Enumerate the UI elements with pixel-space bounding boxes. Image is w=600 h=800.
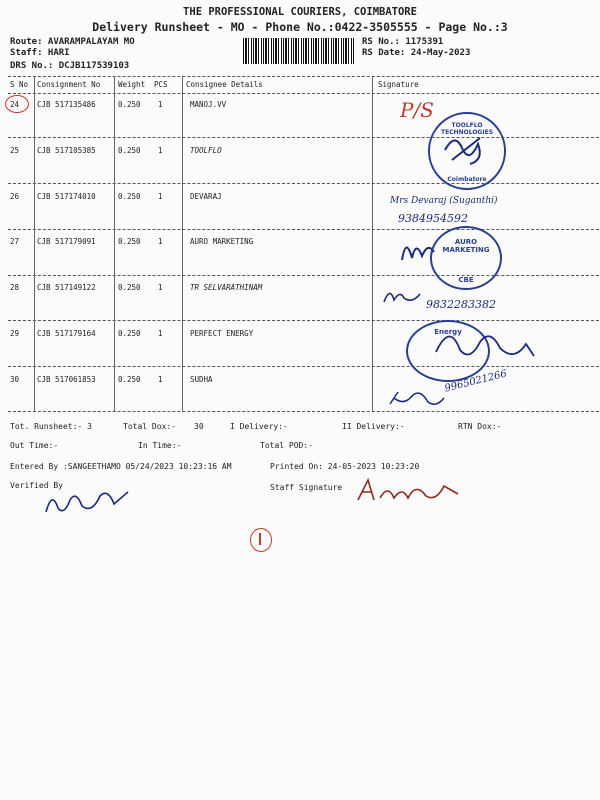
col-consignee: Consignee Details	[186, 80, 263, 89]
staff-signature-label: Staff Signature	[270, 483, 343, 492]
devaraj-note: Mrs Devaraj (Suganthi)	[390, 196, 498, 206]
entered-by: Entered By :SANGEETHAMO 05/24/2023 10:23:16 AM	[10, 462, 232, 471]
ii-delivery: II Delivery:-	[342, 422, 405, 431]
weight: 0.250	[118, 283, 141, 292]
row-rule	[8, 229, 599, 230]
consignment-no: CJB 517174010	[37, 192, 96, 201]
sno-circle-mark	[5, 95, 29, 113]
signature-toolflo	[440, 130, 490, 170]
sno: 29	[10, 329, 20, 338]
staff: Staff: HARI	[10, 48, 70, 58]
table-header-rule	[8, 93, 599, 94]
verified-signature	[42, 486, 132, 522]
weight: 0.250	[118, 192, 141, 201]
rtn-dox: RTN Dox:-	[458, 422, 502, 431]
column-divider	[34, 76, 35, 411]
column-divider	[372, 76, 373, 411]
sno: 28	[10, 283, 20, 292]
consignment-no: CJB 517105385	[37, 146, 96, 155]
consignee: PERFECT ENERGY	[190, 329, 254, 338]
auro-stamp	[430, 226, 502, 290]
printed-on: Printed On: 24-05-2023 10:23:20	[270, 462, 420, 471]
signature-perfect-energy	[430, 322, 540, 372]
sno: 25	[10, 146, 20, 155]
total-dox-value: 30	[194, 422, 204, 431]
consignment-no: CJB 517061853	[37, 375, 96, 384]
total-dox-label: Total Dox:-	[123, 422, 176, 431]
sno: 26	[10, 192, 20, 201]
company-name: THE PROFESSIONAL COURIERS, COIMBATORE	[183, 6, 417, 18]
devaraj-phone: 9384954592	[398, 212, 468, 225]
in-time: In Time:-	[138, 441, 182, 450]
consignment-no: CJB 517179164	[37, 329, 96, 338]
sno: 30	[10, 375, 20, 384]
col-pcs: PCS	[154, 80, 168, 89]
stamp-text: AURO MARKETING	[442, 238, 490, 254]
table-bottom-rule	[8, 411, 599, 412]
route: Route: AVARAMPALAYAM MO	[10, 37, 135, 47]
runsheet-title: Delivery Runsheet - MO - Phone No.:0422-3505555 - Page No.:3	[92, 20, 508, 34]
col-consignment: Consignment No	[37, 80, 101, 89]
weight: 0.250	[118, 375, 141, 384]
consignee: MANOJ.VV	[190, 100, 227, 109]
row-rule	[8, 183, 599, 184]
row-rule	[8, 137, 599, 138]
stamp-text: Energy	[434, 328, 462, 336]
consignee: DEVARAJ	[190, 192, 222, 201]
pcs: 1	[158, 100, 163, 109]
col-signature: Signature	[378, 80, 419, 89]
weight: 0.250	[118, 146, 141, 155]
weight: 0.250	[118, 237, 141, 246]
stamp-city: CBE	[458, 276, 474, 284]
weight: 0.250	[118, 100, 141, 109]
pcs: 1	[158, 146, 163, 155]
ps-mark: P/S	[400, 98, 434, 122]
selvarathinam-phone: 9832283382	[426, 298, 496, 311]
circle-mark-stroke	[259, 533, 261, 545]
column-divider	[182, 76, 183, 411]
stamp-text: TOOLFLO TECHNOLOGIES	[440, 122, 494, 136]
verified-by: Verified By	[10, 481, 63, 490]
col-weight: Weight	[118, 80, 146, 89]
pcs: 1	[158, 237, 163, 246]
consignee: AURO MARKETING	[190, 237, 254, 246]
total-pod: Total POD:-	[260, 441, 313, 450]
consignee: SUDHA	[190, 375, 213, 384]
drs-number: DRS No.: DCJB117539103	[10, 61, 130, 71]
i-delivery: I Delivery:-	[230, 422, 288, 431]
row-rule	[8, 320, 599, 321]
sudha-phone: 9965021266	[443, 368, 509, 395]
consignee: TOOLFLO	[190, 146, 222, 155]
consignment-no: CJB 517135486	[37, 100, 96, 109]
row-rule	[8, 275, 599, 276]
column-divider	[114, 76, 115, 411]
table-top-rule	[8, 76, 599, 77]
tot-runsheet: Tot. Runsheet:- 3	[10, 422, 92, 431]
signature-sudha	[388, 386, 448, 410]
pcs: 1	[158, 192, 163, 201]
rs-date: RS Date: 24-May-2023	[362, 48, 471, 58]
circle-mark	[250, 528, 272, 552]
consignment-no: CJB 517179091	[37, 237, 96, 246]
rs-number: RS No.: 1175391	[362, 37, 444, 47]
signature-selvarathinam	[382, 284, 422, 308]
pcs: 1	[158, 375, 163, 384]
sno: 24	[10, 100, 20, 109]
stamp-city: Coimbatore	[447, 176, 487, 183]
weight: 0.250	[118, 329, 141, 338]
consignee: TR SELVARATHINAM	[190, 283, 263, 292]
pcs: 1	[158, 283, 163, 292]
pcs: 1	[158, 329, 163, 338]
out-time: Out Time:-	[10, 441, 59, 450]
consignment-no: CJB 517149122	[37, 283, 96, 292]
staff-signature	[354, 476, 464, 506]
col-sno: S No	[10, 80, 29, 89]
sno: 27	[10, 237, 20, 246]
barcode	[243, 38, 355, 64]
